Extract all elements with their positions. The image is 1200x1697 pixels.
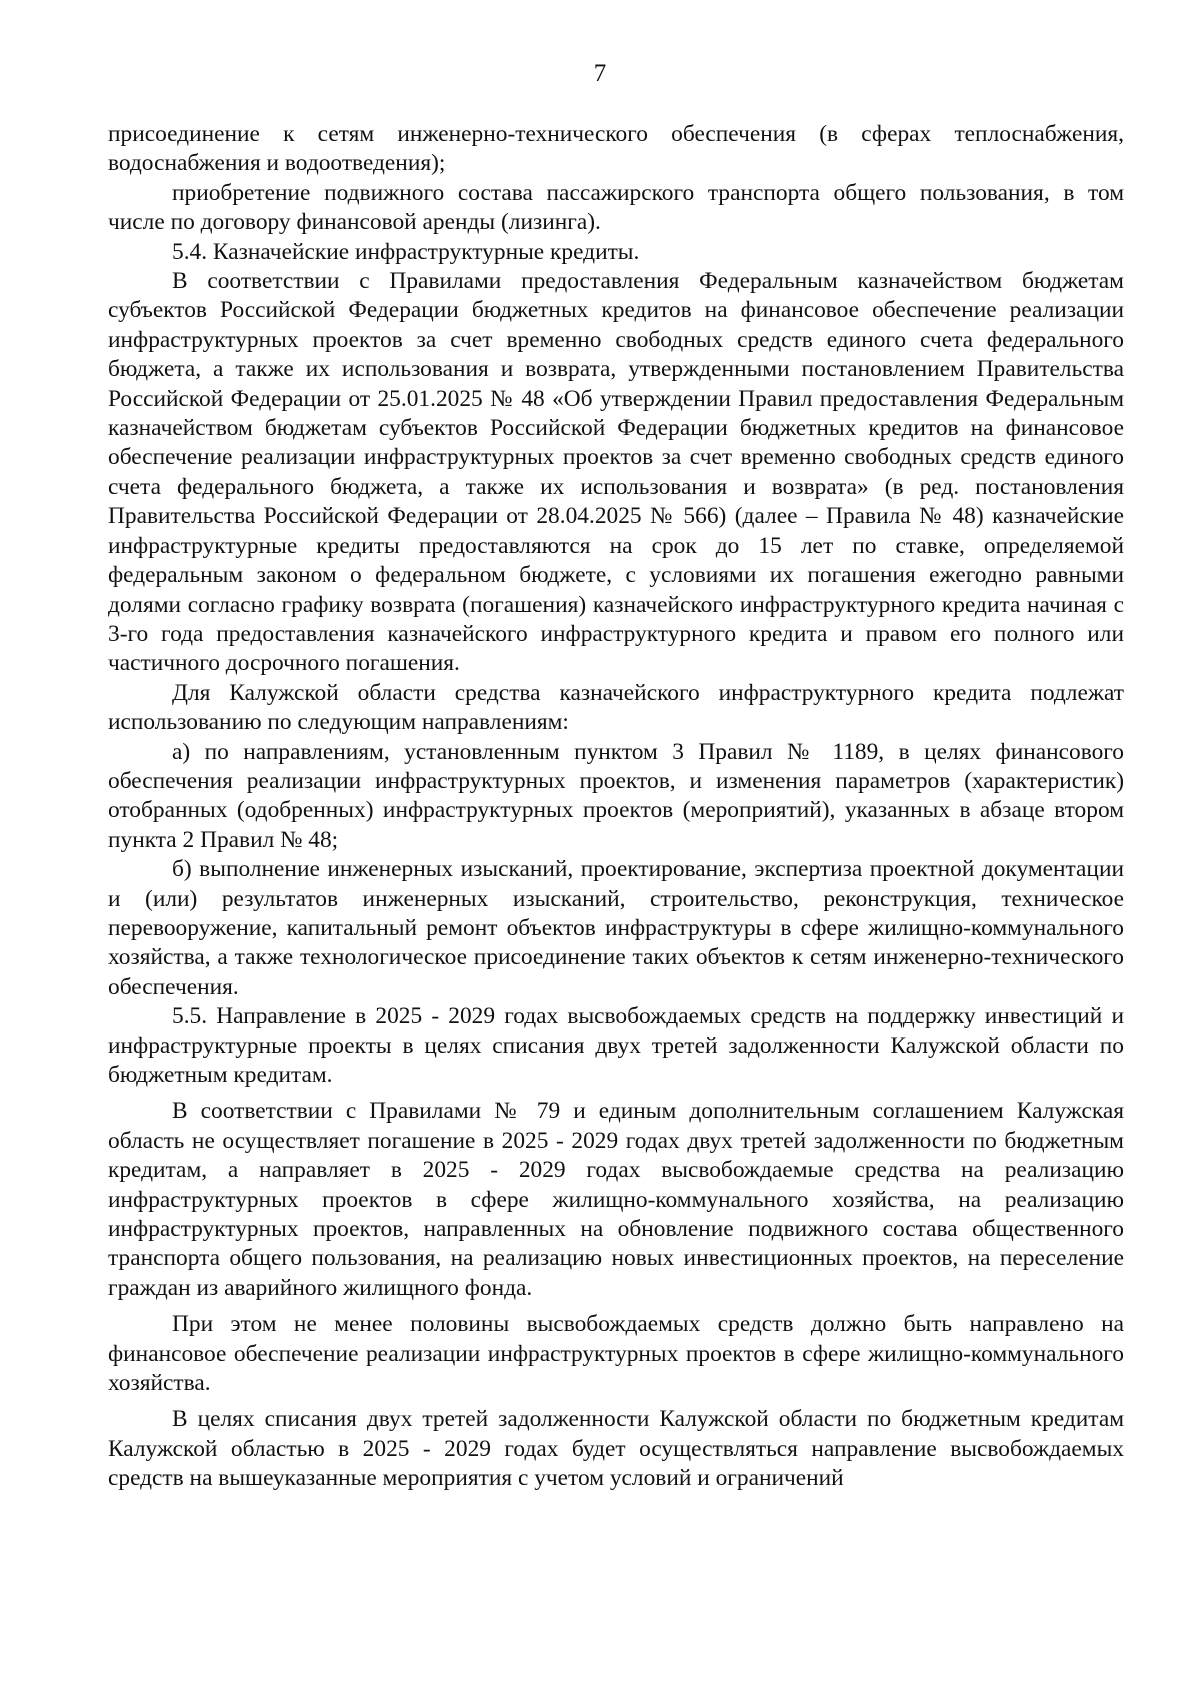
paragraph-kaluga-directions-intro: Для Калужской области средства казначейского инфраструктурного кредита подлежат использованию по следующим направлениям: — [108, 679, 1124, 736]
paragraph-debt-write-off: В целях списания двух третей задолженности Калужской области по бюджетным кредитам Калужской областью в 2025 - 2029 годах будет осуществляться направление высвобождаемых средств на вышеуказанные мероприятия с учетом условий и ограничений — [108, 1406, 1124, 1492]
paragraph-rolling-stock: приобретение подвижного состава пассажирского транспорта общего пользования, в том числе по договору финансовой аренды (лизинга). — [108, 179, 1124, 236]
paragraph-treasury-credit-rules: В соответствии с Правилами предоставления Федеральным казначейством бюджетам субъектов Российской Федерации бюджетных кредитов на финансовое обеспечение реализации инфраструктурных проектов за счет временно свободных средств единого счета федерального бюджета, а также их использования и возврата, утвержденными постановлением Правительства Российской Федерации от 25.01.2025 № 48 «Об утверждении Правил предоставления Федеральным казначейством бюджетам субъектов Российской Федерации бюджетных кредитов на финансовое обеспечение реализации инфраструктурных проектов за счет временно свободных средств единого счета федерального бюджета, а также их использования и возврата» (в ред. постановления Правительства Российской Федерации от 28.04.2025 № 566) (далее – Правила № 48) казначейские инфраструктурные кредиты предоставляются на срок до 15 лет по ставке, определяемой федеральным законом о федеральном бюджете, с условиями их погашения ежегодно равными долями согласно графику возврата (погашения) казначейского инфраструктурного кредита начиная с 3-го года предоставления казначейского инфраструктурного кредита и правом его полного или частичного досрочного погашения. — [108, 268, 1124, 677]
paragraph-half-funds: При этом не менее половины высвобождаемых средств должно быть направлено на финансовое обеспечение реализации инфраструктурных проектов в сфере жилищно-коммунального хозяйства. — [108, 1311, 1124, 1397]
page-number: 7 — [593, 60, 607, 87]
paragraph-rules-79: В соответствии с Правилами № 79 и единым дополнительным соглашением Калужская область не осуществляет погашение в 2025 - 2029 годах двух третей задолженности по бюджетным кредитам, а направляет в 2025 - 2029 годах высвобождаемые средства на реализацию инфраструктурных проектов в сфере жилищно-коммунального хозяйства, на реализацию инфраструктурных проектов, направленных на обновление подвижного состава общественного транспорта общего пользования, на реализацию новых инвестиционных проектов, на переселение граждан из аварийного жилищного фонда. — [108, 1098, 1124, 1301]
list-item-a: а) по направлениям, установленным пунктом 3 Правил № 1189, в целях финансового обеспечения реализации инфраструктурных проектов, и изменения параметров (характеристик) отобранных (одобренных) инфраструктурных проектов (мероприятий), указанных в абзаце втором пункта 2 Правил № 48; — [108, 738, 1124, 853]
paragraph-connection-networks: присоединение к сетям инженерно-технического обеспечения (в сферах теплоснабжения, водоснабжения и водоотведения); — [108, 121, 1124, 177]
list-item-b: б) выполнение инженерных изысканий, проектирование, экспертиза проектной документации и (или) результатов инженерных изысканий, строительство, реконструкция, техническое перевооружение, капитальный ремонт объектов инфраструктуры в сфере жилищно-коммунального хозяйства, а также технологическое присоединение таких объектов к сетям инженерно-технического обеспечения. — [108, 856, 1124, 1000]
document-body — [108, 120, 1124, 1494]
section-heading-5-5: 5.5. Направление в 2025 - 2029 годах высвобождаемых средств на поддержку инвестиций и инфраструктурные проекты в целях списания двух третей задолженности Калужской области по бюджетным кредитам. — [108, 1003, 1124, 1088]
section-heading-5-4: 5.4. Казначейские инфраструктурные кредиты. — [172, 238, 640, 265]
